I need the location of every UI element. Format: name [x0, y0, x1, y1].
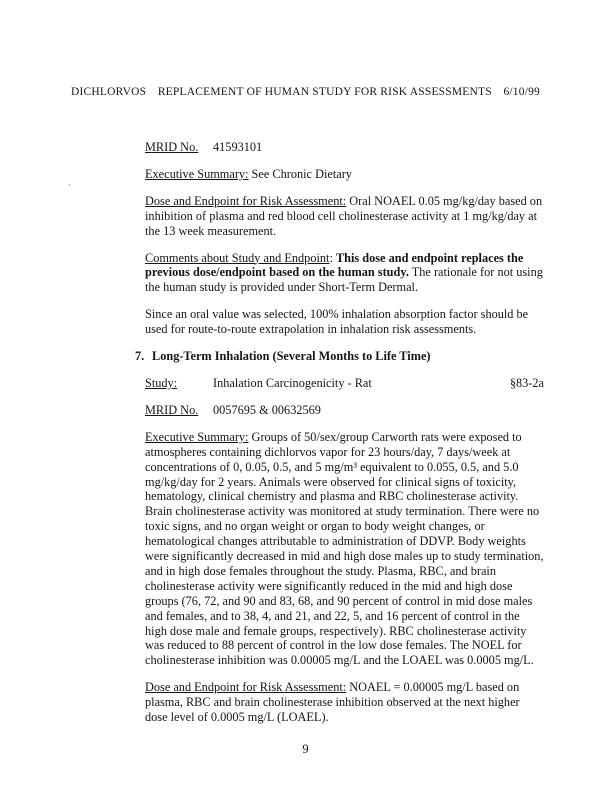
- document-body: [135, 140, 544, 737]
- executive-summary-text-1: See Chronic Dietary: [248, 166, 352, 181]
- header-chemical: DICHLORVOS: [71, 86, 147, 98]
- dose-endpoint-text-1: Oral NOAEL 0.05 mg/kg/day based on inhibition of plasma and red blood cell cholinesterase activity at 1 mg/kg/day at the 13 week measurement.: [145, 193, 543, 238]
- study-label: Study:: [145, 375, 178, 390]
- page-header: [71, 86, 540, 98]
- mrid-row-1: [145, 140, 544, 155]
- mrid-label-2: MRID No.: [145, 402, 199, 417]
- section-7-number: 7.: [135, 349, 145, 364]
- guideline-number: §83-2a: [509, 375, 544, 390]
- executive-summary-label-2: Executive Summary:: [145, 429, 249, 444]
- executive-summary-paragraph-1: [145, 167, 544, 182]
- header-date: 6/10/99: [503, 86, 540, 98]
- mrid-value-2: 0057695 & 00632569: [213, 402, 321, 417]
- mrid-value-1: 41593101: [213, 140, 263, 154]
- page-number: 9: [302, 742, 309, 756]
- study-value: Inhalation Carcinogenicity - Rat: [213, 375, 372, 390]
- inhalation-absorption-paragraph: [145, 307, 544, 337]
- mrid-label-1: MRID No.: [145, 140, 199, 154]
- comments-bold-text: This dose and endpoint replaces the previous dose/endpoint based on the human study.: [145, 250, 524, 280]
- dose-endpoint-label-1: Dose and Endpoint for Risk Assessment:: [145, 193, 347, 208]
- section-7-title: Long-Term Inhalation (Several Months to Life Time): [152, 349, 431, 364]
- executive-summary-paragraph-2: [145, 430, 544, 669]
- header-title: REPLACEMENT OF HUMAN STUDY FOR RISK ASSESSMENTS: [157, 86, 492, 98]
- comments-paragraph: [145, 251, 544, 296]
- study-row: [145, 376, 544, 391]
- executive-summary-text-2: Groups of 50/sex/group Carworth rats were exposed to atmospheres containing dichlorvos vapor for 23 hours/day, 7 days/week at concentrations of 0, 0.05, 0.5, and 5 mg/m³ equivalent to 0.055, 0.5, and 5.0 mg/kg/day for 2 years. Animals were observed for clinical signs of toxicity, hematology, clinical chemistry and plasma and RBC cholinesterase activity. Brain cholinesterase activity was monitored at study termination. There were no toxic signs, and no organ weight or organ to body weight changes, or hematological changes attributable to administration of DDVP. Body weights were significantly decreased in mid and high dose males up to study termination, and in high dose females throughout the study. Plasma, RBC, and brain cholinesterase activity were significantly reduced in the mid and high dose groups (76, 72, and 90 and 83, 68, and 90 percent of control in mid dose males and females, and to 38, 4, and 21, and 22, 5, and 16 percent of control in the high dose male and female groups, respectively). RBC cholinesterase activity was reduced to 88 percent of control in the low dose females. The NOEL for cholinesterase inhibition was 0.00005 mg/L and the LOAEL was 0.0005 mg/L.: [145, 429, 544, 668]
- dose-endpoint-paragraph-1: [145, 194, 544, 239]
- scan-speck: [68, 184, 71, 186]
- mrid-row-2: [145, 403, 544, 418]
- inhalation-absorption-text: Since an oral value was selected, 100% inhalation absorption factor should be used for route-to-route extrapolation in inhalation risk assessments.: [145, 307, 529, 337]
- dose-endpoint-paragraph-2: [145, 680, 544, 725]
- section-7-heading: [135, 349, 544, 364]
- comments-label: Comments about Study and Endpoint: [145, 250, 330, 265]
- comments-text: The rationale for not using the human study is provided under Short-Term Dermal.: [145, 265, 543, 295]
- comments-separator: :: [329, 250, 336, 265]
- dose-endpoint-label-2: Dose and Endpoint for Risk Assessment:: [145, 680, 347, 695]
- dose-endpoint-text-2: NOAEL = 0.00005 mg/L based on plasma, RBC and brain cholinesterase inhibition observed at the next higher dose level of 0.0005 mg/L (LOAEL).: [145, 680, 520, 725]
- executive-summary-label-1: Executive Summary:: [145, 166, 249, 181]
